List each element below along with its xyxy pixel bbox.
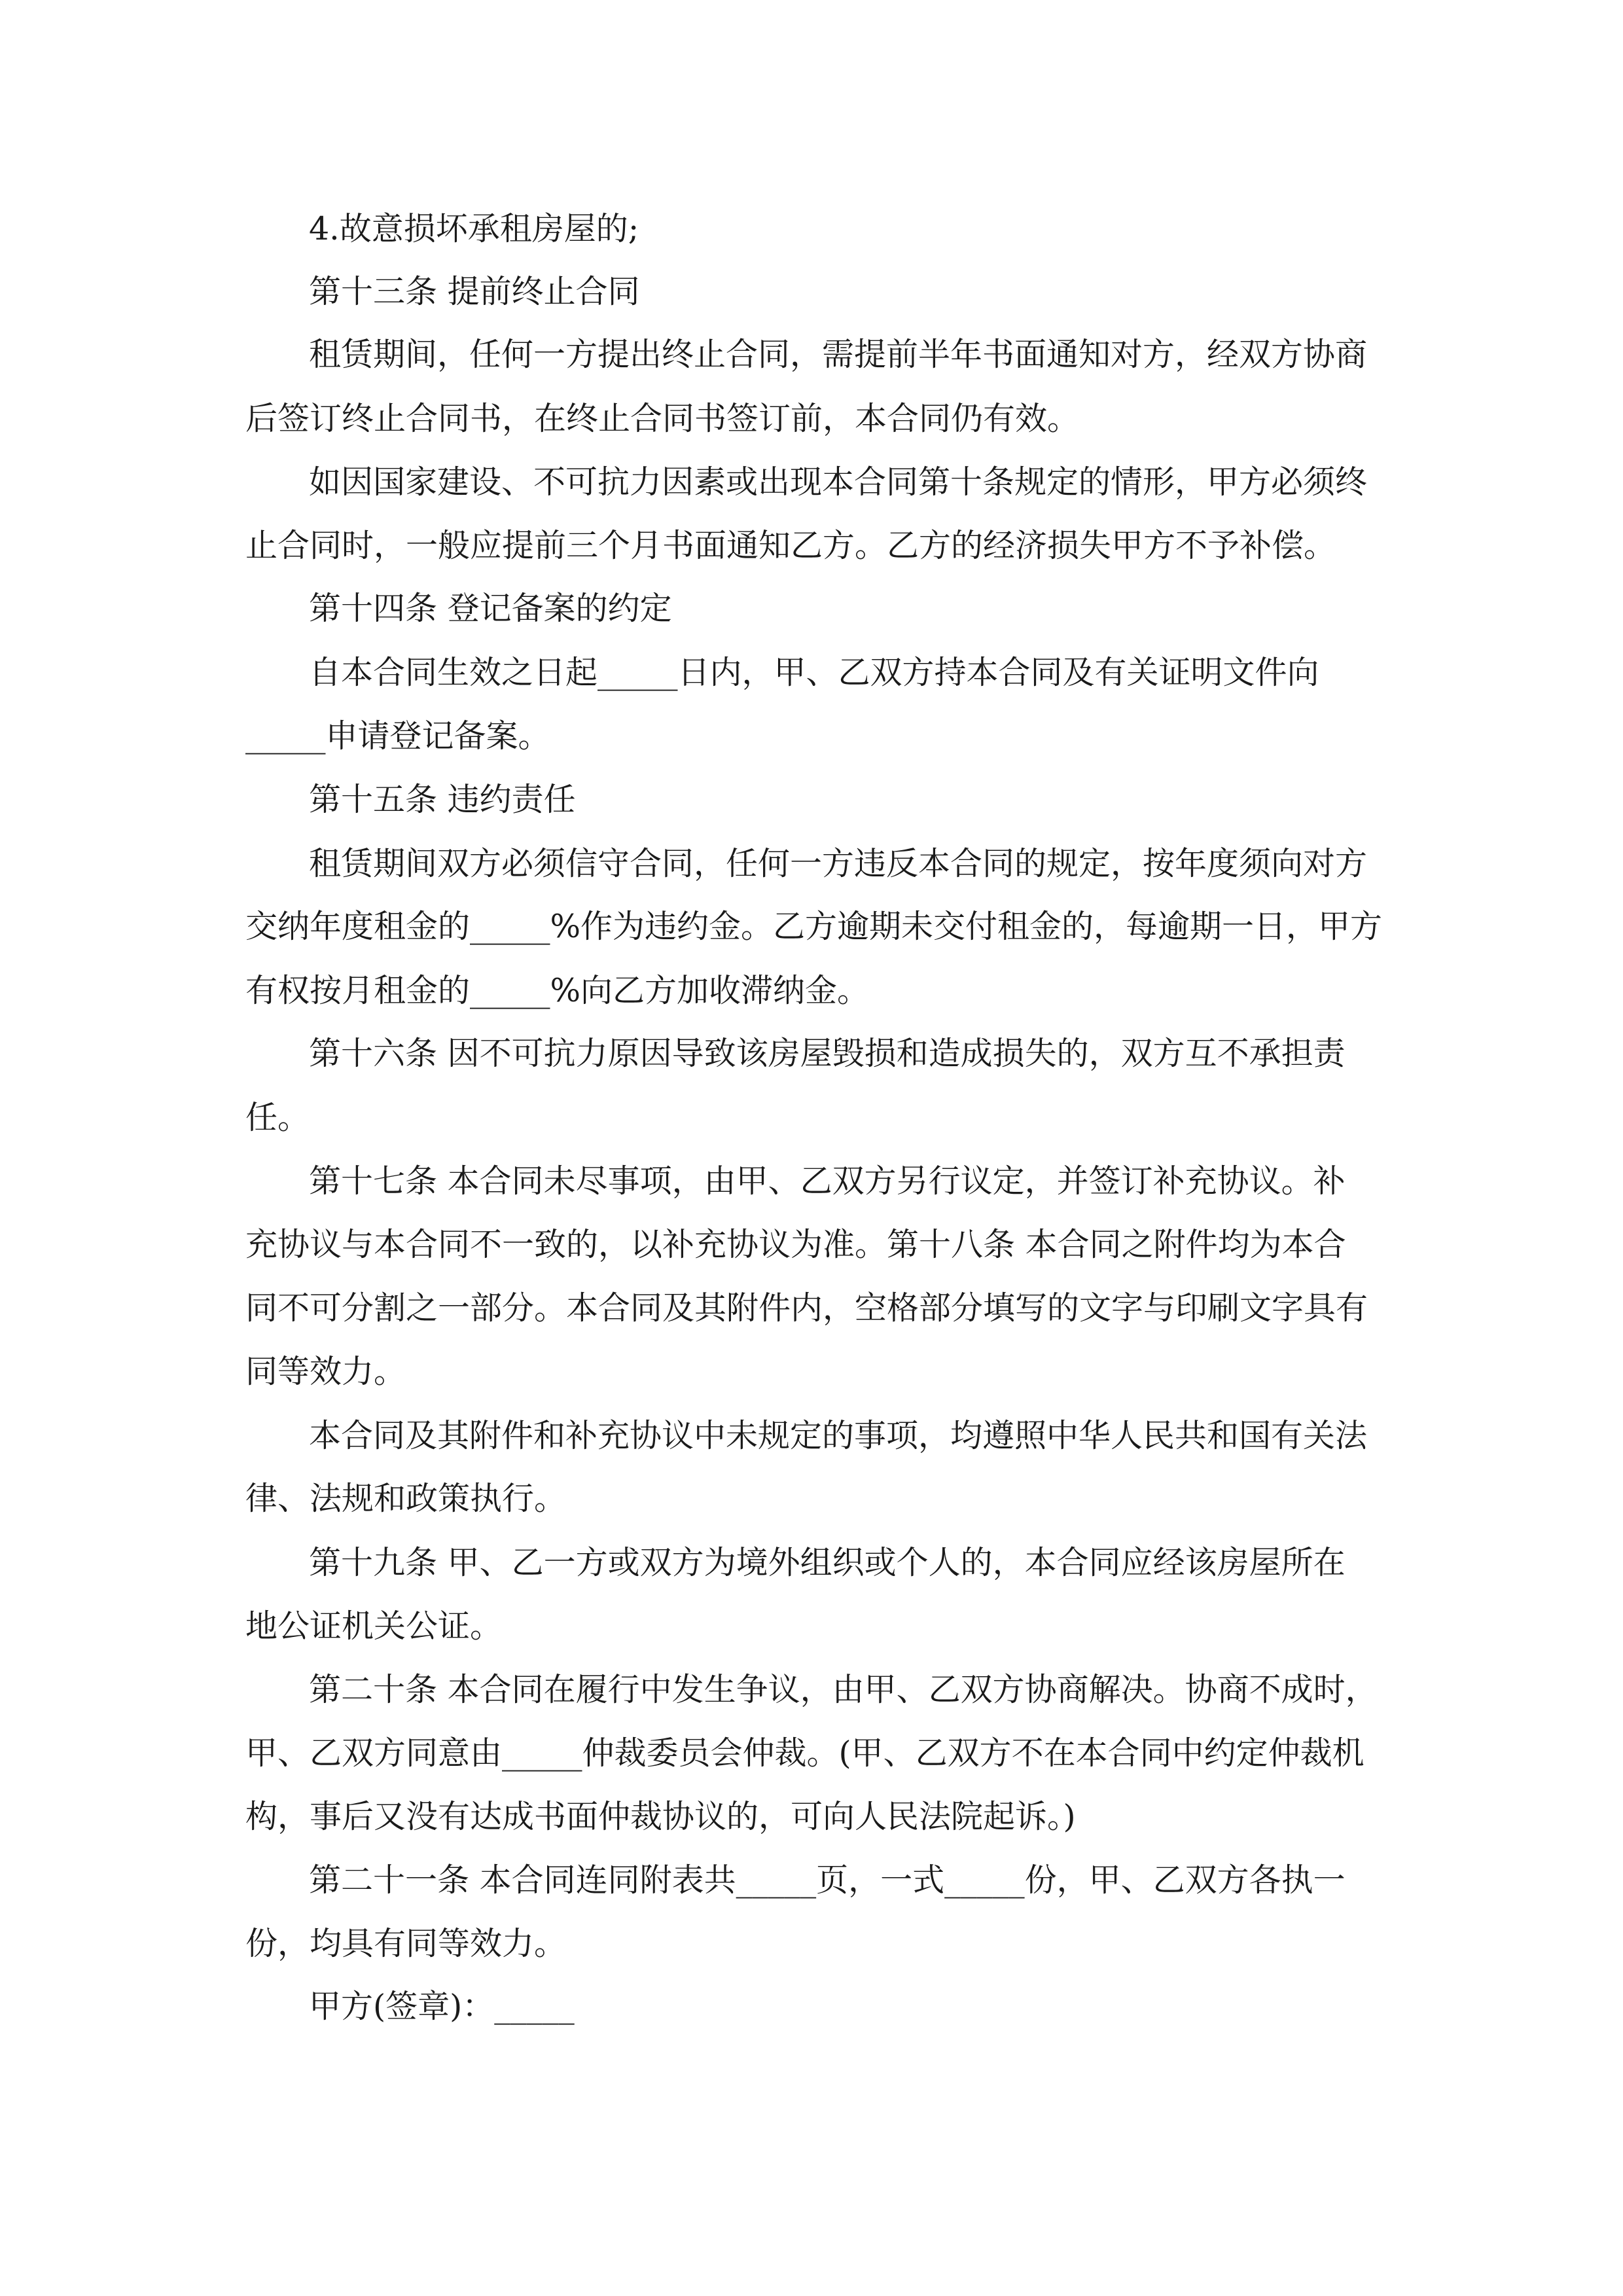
paragraph-line: 交纳年度租金的_____%作为违约金。乙方逾期未交付租金的，每逾期一日，甲方 bbox=[245, 908, 1383, 945]
paragraph-line: 第二十条 本合同在履行中发生争议，由甲、乙双方协商解决。协商不成时， bbox=[309, 1671, 1378, 1708]
paragraph-line: 第十六条 因不可抗力原因导致该房屋毁损和造成损失的，双方互不承担责 bbox=[309, 1035, 1346, 1072]
paragraph-line: 份，均具有同等效力。 bbox=[245, 1925, 567, 1962]
paragraph-line: 租赁期间双方必须信守合同，任何一方违反本合同的规定，按年度须向对方 bbox=[309, 845, 1368, 882]
section-heading-14: 第十四条 登记备案的约定 bbox=[309, 590, 672, 627]
paragraph-line: 充协议与本合同不一致的，以补充协议为准。第十八条 本合同之附件均为本合 bbox=[245, 1226, 1346, 1263]
paragraph-line: 如因国家建设、不可抗力因素或出现本合同第十条规定的情形，甲方必须终 bbox=[309, 463, 1368, 501]
paragraph-line: 后签订终止合同书，在终止合同书签订前，本合同仍有效。 bbox=[245, 400, 1080, 437]
paragraph-line: 租赁期间，任何一方提出终止合同，需提前半年书面通知对方，经双方协商 bbox=[309, 336, 1368, 373]
paragraph-line: 第十七条 本合同未尽事项，由甲、乙双方另行议定，并签订补充协议。补 bbox=[309, 1162, 1346, 1200]
paragraph-line: 甲、乙双方同意由_____仲裁委员会仲裁。(甲、乙双方不在本合同中约定仲裁机 bbox=[245, 1734, 1364, 1772]
signature-line-party-a: 甲方(签章)：_____ bbox=[309, 1988, 575, 2025]
paragraph-line: _____申请登记备案。 bbox=[245, 717, 550, 755]
paragraph-line: 第十九条 甲、乙一方或双方为境外组织或个人的，本合同应经该房屋所在 bbox=[309, 1544, 1346, 1581]
paragraph-line: 地公证机关公证。 bbox=[245, 1607, 503, 1645]
paragraph-line: 构，事后又没有达成书面仲裁协议的，可向人民法院起诉。) bbox=[245, 1798, 1076, 1835]
paragraph-line: 同等效力。 bbox=[245, 1353, 406, 1390]
section-heading-13: 第十三条 提前终止合同 bbox=[309, 273, 640, 310]
paragraph-line: 律、法规和政策执行。 bbox=[245, 1480, 567, 1517]
paragraph-line: 有权按月租金的_____%向乙方加收滞纳金。 bbox=[245, 972, 870, 1009]
paragraph-line: 同不可分割之一部分。本合同及其附件内，空格部分填写的文字与印刷文字具有 bbox=[245, 1289, 1368, 1327]
paragraph-line: 第二十一条 本合同连同附表共_____页，一式_____份，甲、乙双方各执一 bbox=[309, 1861, 1346, 1899]
clause-line: 4.故意损坏承租房屋的; bbox=[309, 210, 639, 247]
section-heading-15: 第十五条 违约责任 bbox=[309, 781, 576, 818]
paragraph-line: 自本合同生效之日起_____日内，甲、乙双方持本合同及有关证明文件向 bbox=[309, 654, 1319, 691]
paragraph-line: 止合同时，一般应提前三个月书面通知乙方。乙方的经济损失甲方不予补偿。 bbox=[245, 527, 1336, 564]
paragraph-line: 任。 bbox=[245, 1099, 310, 1136]
paragraph-line: 本合同及其附件和补充协议中未规定的事项，均遵照中华人民共和国有关法 bbox=[309, 1417, 1368, 1454]
